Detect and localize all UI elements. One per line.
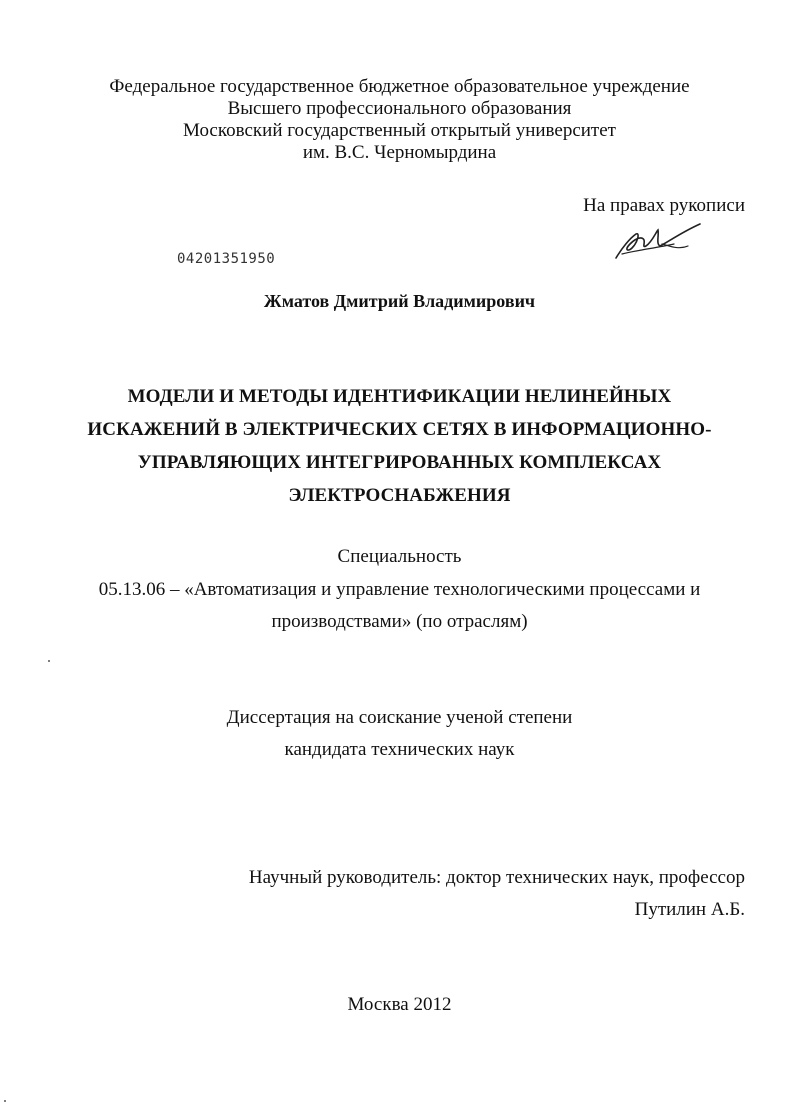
institution-line-3: Московский государственный открытый университет	[183, 120, 616, 141]
institution-line-2: Высшего профессионального образования	[227, 98, 572, 119]
stamp-number: 04201351950	[177, 251, 276, 267]
signature-icon	[612, 218, 704, 264]
title-line-2: ИСКАЖЕНИЙ В ЭЛЕКТРИЧЕСКИХ СЕТЯХ В ИНФОРМАЦИОННО-	[87, 419, 712, 440]
institution-line-4: им. В.С. Черномырдина	[302, 142, 497, 163]
specialty-line-2: производствами» (по отраслям)	[271, 611, 528, 632]
degree-line-2: кандидата технических наук	[284, 739, 515, 760]
title-line-4: ЭЛЕКТРОСНАБЖЕНИЯ	[288, 485, 511, 506]
scan-speck	[4, 1100, 6, 1102]
title-line-3: УПРАВЛЯЮЩИХ ИНТЕГРИРОВАННЫХ КОМПЛЕКСАХ	[137, 452, 662, 473]
institution-line-1: Федеральное государственное бюджетное образовательное учреждение	[109, 76, 690, 97]
city-year: Москва 2012	[347, 994, 452, 1015]
author-name: Жматов Дмитрий Владимирович	[263, 291, 536, 311]
specialty-line-1: 05.13.06 – «Автоматизация и управление технологическими процессами и	[98, 579, 701, 600]
degree-line-1: Диссертация на соискание ученой степени	[226, 707, 573, 728]
title-line-1: МОДЕЛИ И МЕТОДЫ ИДЕНТИФИКАЦИИ НЕЛИНЕЙНЫХ	[127, 386, 672, 407]
supervisor-name: Путилин А.Б.	[634, 899, 745, 920]
supervisor-line: Научный руководитель: доктор технических наук, профессор	[248, 867, 745, 888]
specialty-label: Специальность	[337, 546, 462, 567]
manuscript-note: На правах рукописи	[583, 195, 745, 216]
scan-speck	[48, 660, 50, 662]
